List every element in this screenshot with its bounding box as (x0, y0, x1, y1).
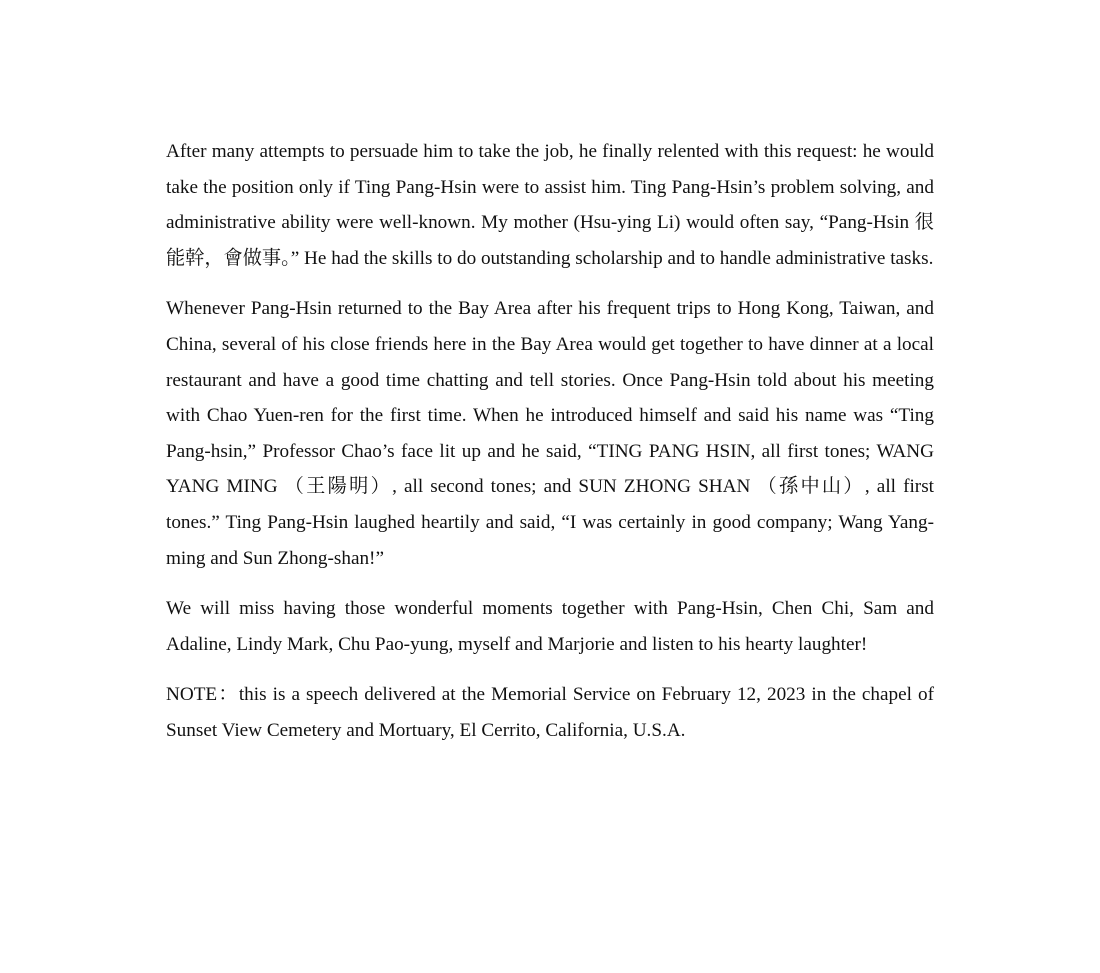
paragraph-note: NOTE：this is a speech delivered at the Memorial Service on February 12, 2023 in the chapel of Sunset View Cemetery and Mortuary, El Cerrito, California, U.S.A. (166, 684, 934, 741)
document-page (166, 134, 934, 749)
paragraph-miss-moments: We will miss having those wonderful moments together with Pang-Hsin, Chen Chi, Sam and Adaline, Lindy Mark, Chu Pao-yung, myself and Marjorie and listen to his hearty laughter! (166, 598, 934, 655)
paragraph-bay-area-dinners: Whenever Pang-Hsin returned to the Bay Area after his frequent trips to Hong Kong, Taiwan, and China, several of his close friends here in the Bay Area would get together to have dinner at a local restaurant and have a good time chatting and tell stories. Once Pang-Hsin told about his meeting with Chao Yuen-ren for the first time. When he introduced himself and said his name was “Ting Pang-hsin,” Professor Chao’s face lit up and he said, “TING PANG HSIN, all first tones; WANG YANG MING （王陽明）, all second tones; and SUN ZHONG SHAN （孫中山）, all first tones.” Ting Pang-Hsin laughed heartily and said, “I was certainly in good company; Wang Yang-ming and Sun Zhong-shan!” (166, 298, 934, 569)
paragraph-job-request: After many attempts to persuade him to take the job, he finally relented with this request: he would take the position only if Ting Pang-Hsin were to assist him. Ting Pang-Hsin’s problem solving, and administrative ability were well-known. My mother (Hsu-ying Li) would often say, “Pang-Hsin 很能幹，會做事。” He had the skills to do outstanding scholarship and to handle administrative tasks. (166, 141, 934, 269)
